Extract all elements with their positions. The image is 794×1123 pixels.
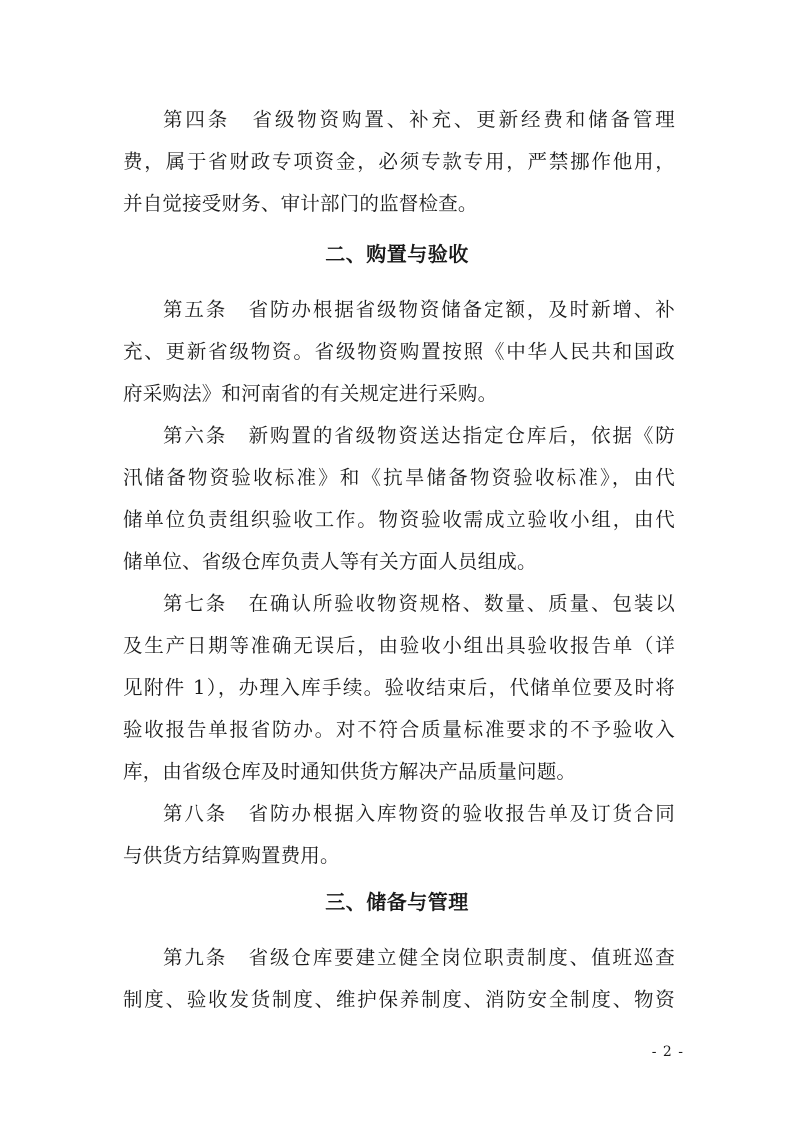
section-heading-purchase-acceptance: 二、购置与验收	[325, 242, 469, 266]
article-8-line-1: 第八条 省防办根据入库物资的验收报告单及订货合同	[163, 802, 675, 825]
section-heading-storage-management: 三、储备与管理	[325, 890, 469, 914]
article-4-line-2: 费，属于省财政专项资金，必须专款专用，严禁挪作他用，	[123, 150, 675, 173]
article-5-line-1: 第五条 省防办根据省级物资储备定额，及时新增、补	[163, 298, 675, 321]
article-6-line-4: 储单位、省级仓库负责人等有关方面人员组成。	[123, 550, 537, 573]
article-7-line-5: 库，由省级仓库及时通知供货方解决产品质量问题。	[123, 760, 577, 783]
article-7-line-1: 第七条 在确认所验收物资规格、数量、质量、包装以	[163, 592, 675, 615]
article-6-line-1: 第六条 新购置的省级物资送达指定仓库后，依据《防	[163, 424, 675, 447]
article-4-line-3: 并自觉接受财务、审计部门的监督检查。	[123, 192, 478, 215]
article-4-line-1: 第四条 省级物资购置、补充、更新经费和储备管理	[163, 108, 675, 131]
article-9-line-2: 制度、验收发货制度、维护保养制度、消防安全制度、物资	[123, 988, 675, 1011]
page-number: - 2 -	[651, 1044, 684, 1060]
article-7-line-4: 验收报告单报省防办。对不符合质量标准要求的不予验收入	[123, 718, 675, 741]
article-6-line-3: 储单位负责组织验收工作。物资验收需成立验收小组，由代	[123, 508, 675, 531]
article-5-line-3: 府采购法》和河南省的有关规定进行采购。	[123, 382, 498, 405]
article-6-line-2: 汛储备物资验收标准》和《抗旱储备物资验收标准》，由代	[123, 466, 675, 489]
article-8-line-2: 与供货方结算购置费用。	[123, 844, 340, 867]
article-7-line-2: 及生产日期等准确无误后，由验收小组出具验收报告单（详	[123, 634, 675, 657]
article-7-line-3: 见附件 1），办理入库手续。验收结束后，代储单位要及时将	[123, 676, 675, 699]
article-9-line-1: 第九条 省级仓库要建立健全岗位职责制度、值班巡查	[163, 946, 675, 969]
article-5-line-2: 充、更新省级物资。省级物资购置按照《中华人民共和国政	[123, 340, 675, 363]
